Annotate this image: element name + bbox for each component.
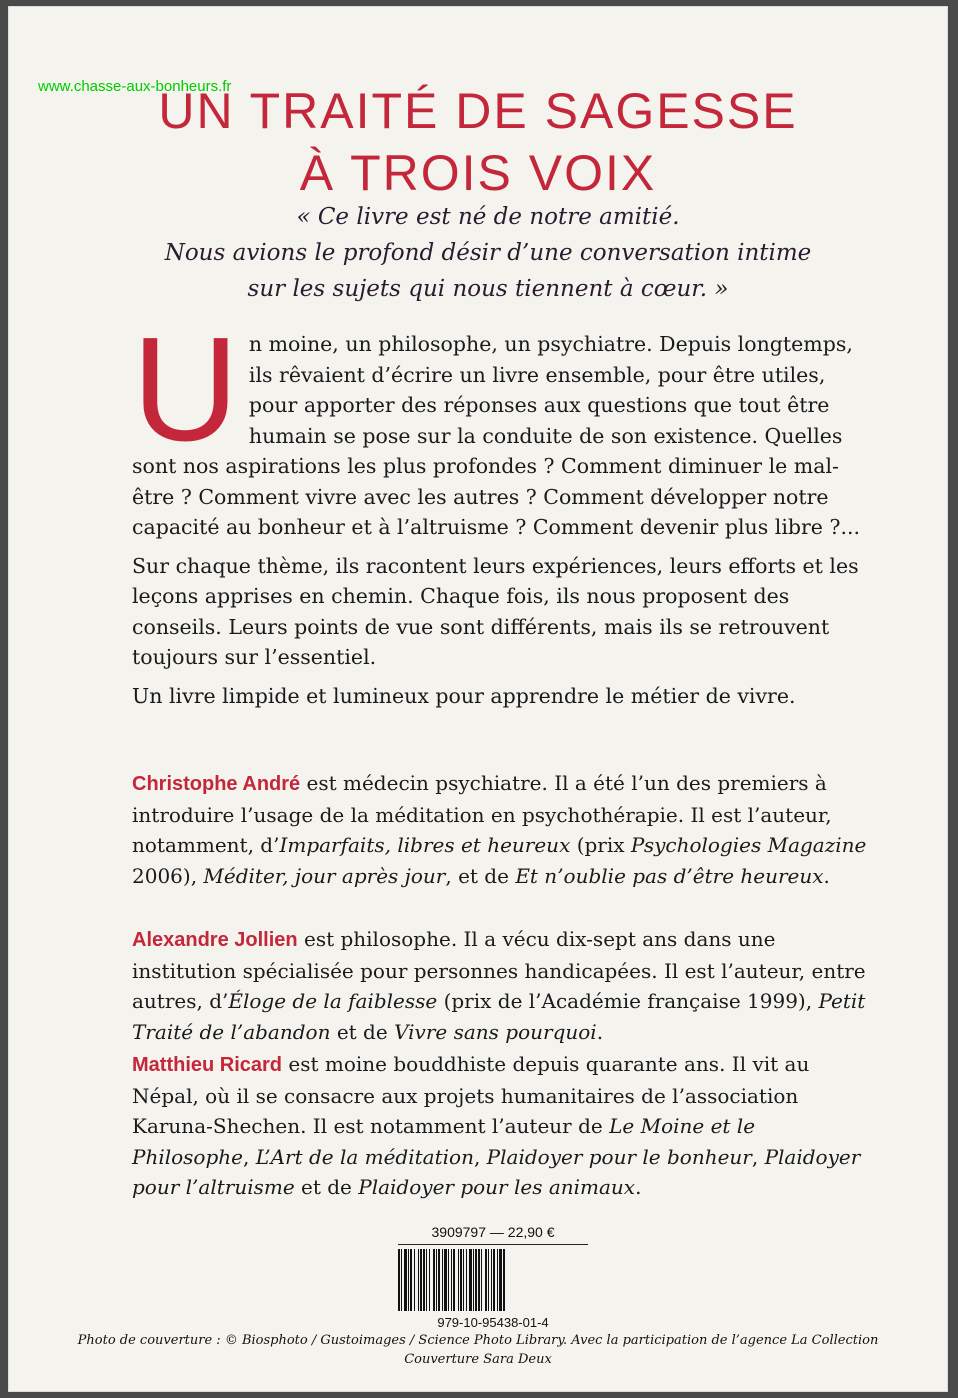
author-bio-andre [132, 768, 872, 891]
bio-text: et de [294, 1175, 359, 1199]
quote-line-1: « Ce livre est né de notre amitié. [296, 204, 680, 230]
bio-text: 2006), [132, 863, 204, 888]
barcode-stripe [505, 1249, 506, 1311]
title-line-2: À TROIS VOIX [299, 145, 657, 201]
book-title: Plaidoyer pour le bonheur [486, 1144, 752, 1169]
bio-text: . [596, 1019, 604, 1044]
book-title: Psychologies Magazine [630, 833, 867, 857]
bio-text: . [635, 1175, 642, 1199]
book-title: Méditer, jour après jour [203, 863, 446, 888]
barcode-block [398, 1224, 588, 1330]
blurb-paragraph-3: Un livre limpide et lumineux pour apprendre le métier de vivre. [132, 683, 796, 708]
blurb-paragraph-2: Sur chaque thème, ils racontent leurs expériences, leurs efforts et les leçons apprises en chemin. Chaque fois, ils nous proposent des conseils. Leurs points de vue sont différents, mais ils se retrouvent toujours sur l’essentiel. [132, 553, 859, 669]
bio-text: , et de [445, 863, 516, 888]
author-name: Alexandre Jollien [132, 929, 298, 951]
bio-text: est philosophe. Il a vécu dix-sept ans dans une institution spécialisée pour personnes handicapées. Il est l’auteur, entre autres, d’ [132, 927, 866, 1013]
book-title: Éloge de la faiblesse [228, 989, 438, 1013]
bio-text: , [243, 1144, 256, 1169]
book-title: Petit Traité de l’abandon [132, 989, 866, 1044]
book-title: Le Moine et le Philosophe [132, 1114, 756, 1169]
blurb-paragraph-1 [132, 307, 861, 543]
book-title: Plaidoyer pour l’altruisme [132, 1144, 861, 1199]
credits-line-2: Couverture Sara Deux [404, 1352, 552, 1367]
book-title: Vivre sans pourquoi [394, 1019, 597, 1044]
author-name: Christophe André [132, 773, 301, 795]
price-line: 3909797 — 22,90 € [431, 1224, 555, 1240]
book-back-cover [8, 6, 948, 1392]
cover-title [8, 80, 948, 204]
bio-text: . [823, 863, 830, 888]
bio-text: , [473, 1144, 487, 1169]
book-title: Imparfaits, libres et heureux [279, 833, 571, 857]
bio-text: est médecin psychiatre. Il a été l’un des premiers à introduire l’usage de la méditation en psychothérapie. Il est l’auteur, notamment, d’ [132, 771, 832, 857]
blurb [132, 307, 861, 719]
bio-text: , [751, 1144, 765, 1169]
book-title: Et n’oublie pas d’être heureux [515, 863, 824, 888]
bio-text: (prix de l’Académie française 1999), [437, 989, 819, 1013]
quote-block [128, 199, 848, 307]
credits-line-1: Photo de couverture : © Biosphoto / Gustoimages / Science Photo Library. Avec la participation de l’agence La Collection [77, 1333, 879, 1348]
bio-text: est moine bouddhiste depuis quarante ans. Il vit au Népal, où il se consacre aux projets humanitaires de l’association Karuna-Shechen. Il est notamment l’auteur de [132, 1052, 810, 1138]
paragraph-1-text: n moine, un philosophe, un psychiatre. Depuis longtemps, ils rêvaient d’écrire un livre ensemble, pour être utiles, pour apporter des réponses aux questions que tout être humain se pose sur la conduite de son existence. Quelles sont nos aspirations les plus profondes ? Comment diminuer le mal-être ? Comment vivre avec les autres ? Comment développer notre capacité au bonheur et à l’altruisme ? Comment devenir plus libre ?... [132, 332, 861, 539]
isbn: 979-10-95438-01-4 [437, 1315, 549, 1330]
bio-text: (prix [570, 833, 631, 857]
book-title: Plaidoyer pour les animaux [358, 1175, 636, 1199]
watermark: www.chasse-aux-bonheurs.fr [38, 78, 232, 95]
quote-line-3: sur les sujets qui nous tiennent à cœur. » [247, 276, 729, 302]
bio-text: et de [330, 1019, 395, 1044]
title-line-1: UN TRAITÉ DE SAGESSE [158, 83, 798, 139]
barcode-image [398, 1244, 588, 1311]
author-bio-ricard [132, 1049, 872, 1203]
book-title: L’Art de la méditation [255, 1144, 474, 1169]
quote-line-2: Nous avions le profond désir d’une conversation intime [164, 240, 812, 266]
author-name: Matthieu Ricard [132, 1054, 283, 1076]
photo-credits [8, 1331, 948, 1369]
drop-cap: U [132, 307, 239, 472]
author-bio-jollien [132, 924, 872, 1047]
